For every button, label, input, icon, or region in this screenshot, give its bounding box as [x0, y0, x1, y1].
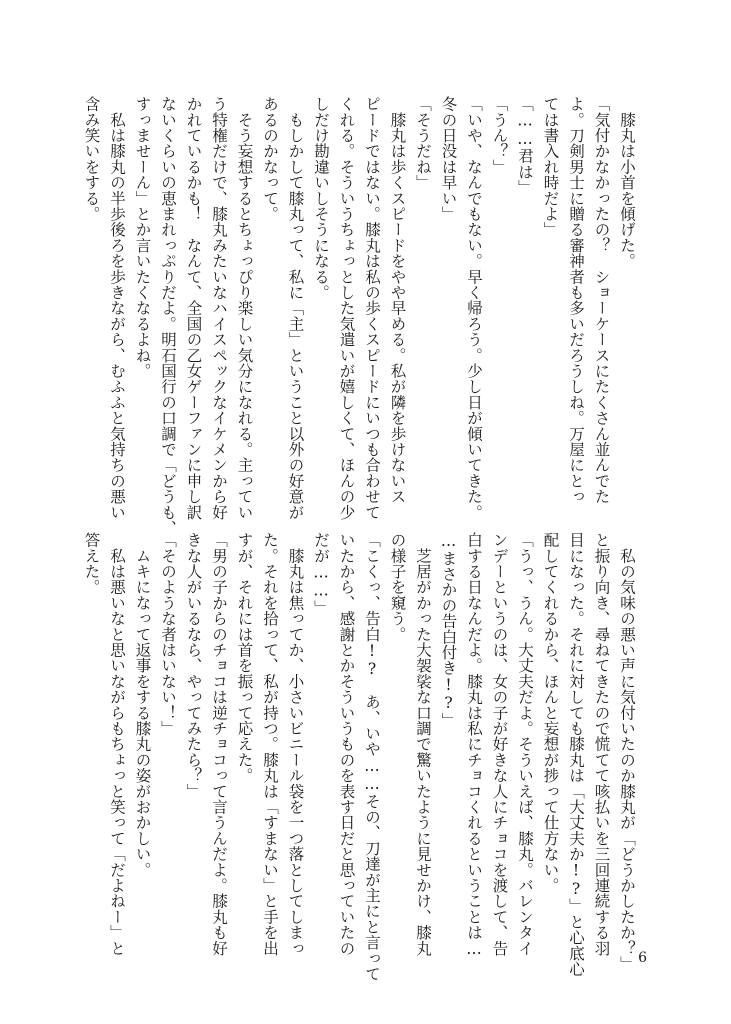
- text-line: 膝丸は焦ってか、小さいビニール袋を一つ落としてしまっ: [286, 532, 305, 956]
- lower-text-block: [78, 532, 639, 982]
- text-line: よ。刀剣男士に贈る審神者も多いだろうしね。万屋にとっ: [567, 96, 585, 505]
- text-line: 私は膝丸の半歩後ろを歩きながら、むふふと気持ちの悪い: [108, 96, 126, 520]
- text-line: かれているかも！ なんて、全国の乙女ゲーファンに申し訳: [184, 96, 203, 520]
- text-line: もしかして膝丸って、私に「主」ということ以外の好意が: [286, 96, 305, 520]
- text-line: いたから、感謝とかそういうものを表す日だと思っていたの: [337, 532, 356, 956]
- upper-text-block: [78, 96, 639, 536]
- text-line: 配してくれるから、ほんと妄想が捗って仕方ない。: [541, 532, 560, 894]
- text-line: 「男の子からのチョコは逆チョコって言うんだよ。膝丸も好: [210, 532, 228, 956]
- text-line: 「……君は」: [516, 96, 534, 196]
- text-line: 白する日なんだよ。膝丸は私にチョコくれるということは…: [465, 532, 483, 959]
- text-line: 「うっ、うん。大丈夫だよ。そういえば、膝丸。バレンタイ: [516, 532, 534, 956]
- text-line: すっませーん」とか言いたくなるよね。: [133, 96, 152, 379]
- text-line: 「そうだね」: [414, 96, 432, 191]
- text-line: ては書入れ時だよ」: [541, 96, 560, 238]
- text-line: 「いや、なんでもない。早く帰ろう。少し日が傾いてきた。: [465, 96, 483, 520]
- text-line: 含み笑いをする。: [82, 96, 101, 222]
- text-line: ムキになって返事をする膝丸の姿がおかしい。: [133, 532, 152, 878]
- text-line: あるのかなって。: [261, 96, 279, 222]
- text-line: 「気付かなかったの？ ショーケースにたくさん並んでた: [592, 96, 611, 505]
- text-line: の様子を窺う。: [388, 532, 407, 642]
- text-line: 冬の日没は早い」: [439, 96, 458, 222]
- text-line: そう妄想するとちょっぴり楽しい気分になれる。主ってい: [235, 96, 254, 520]
- text-line: きな人がいるなら、やってみたら？」: [184, 532, 203, 799]
- text-line: ないくらいの恵まれっぷりだよ。明石国行の口調で「どうも、: [159, 96, 177, 536]
- text-line: だが……」: [312, 532, 330, 616]
- text-line: 芝居がかった大袈裟な口調で驚いたように見せかけ、膝丸: [414, 532, 432, 956]
- text-line: ンデーというのは、女の子が好きな人にチョコを渡して、告: [490, 532, 509, 956]
- text-line: う特権だけで、膝丸みたいなハイスペックなイケメンから好: [210, 96, 228, 520]
- text-line: …まさかの告白付き!?」: [439, 532, 458, 728]
- text-line: 私は悪いなと思いながらもちょっと笑って「だよねー」と: [108, 532, 126, 956]
- text-line: と振り向き、尋ねてきたので慌てて咳払いを三回連続する羽: [592, 532, 611, 956]
- page-number: 6: [638, 950, 647, 966]
- text-line: 膝丸は小首を傾げた。: [618, 96, 636, 269]
- text-line: 目になった。それに対しても膝丸は「大丈夫か!?」と心底心: [567, 532, 585, 977]
- text-line: 私の気味の悪い声に気付いたのか膝丸が「どうかしたか？」: [618, 532, 636, 972]
- text-line: 「こくっ、告白!? あ、いや……その、刀達が主にと言って: [363, 532, 381, 982]
- text-line: 答えた。: [82, 532, 101, 595]
- text-line: 膝丸は歩くスピードをやや早める。私が隣を歩けないス: [388, 96, 407, 505]
- text-line: くれる。そういうちょっとした気遣いが嬉しくて、ほんの少: [337, 96, 356, 520]
- text-line: しだけ勘違いしそうになる。: [312, 96, 330, 301]
- text-line: 「うん？」: [490, 96, 509, 175]
- text-line: た。それを拾って、私が持つ。膝丸は「すまない」と手を出: [261, 532, 279, 956]
- text-line: 「そのような者はいない！」: [159, 532, 177, 737]
- text-line: すが、それには首を振って応えた。: [235, 532, 254, 784]
- text-line: ピードではない。膝丸は私の歩くスピードにいつも合わせて: [363, 96, 381, 520]
